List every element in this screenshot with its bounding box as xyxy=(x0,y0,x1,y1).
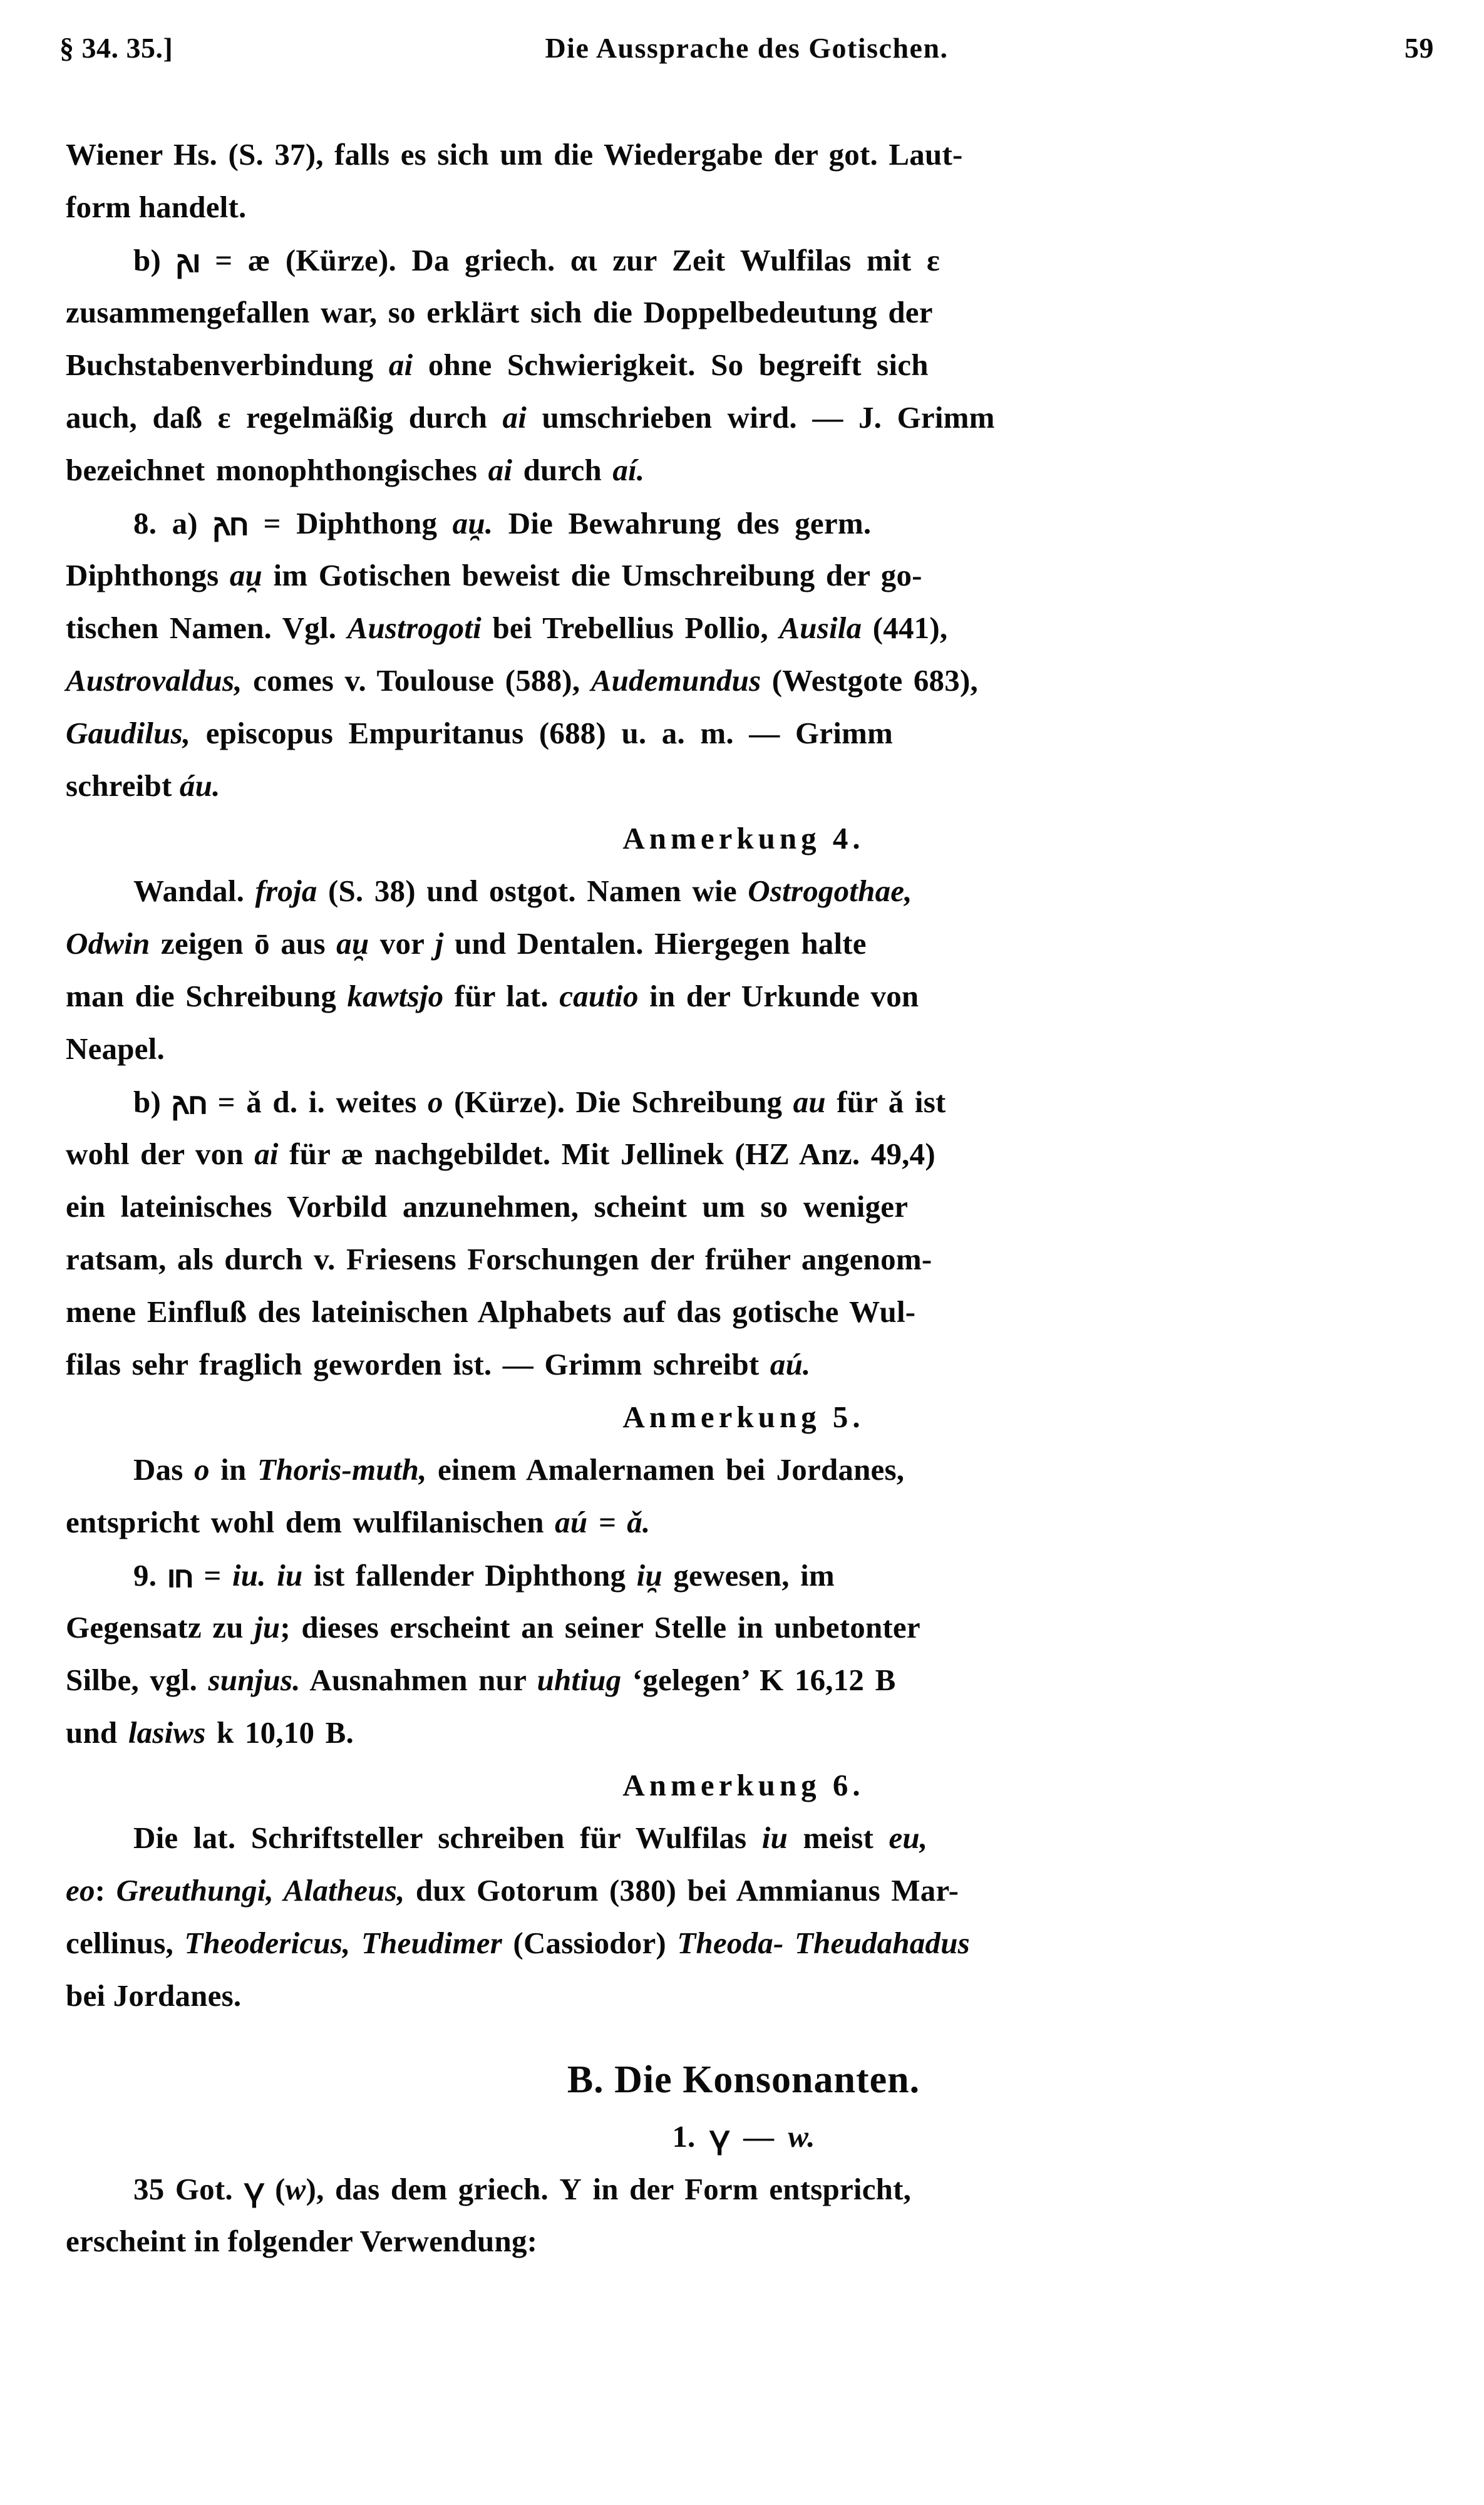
italic-term: lasiws xyxy=(128,1715,206,1750)
line-text: Gegensatz zu xyxy=(66,1610,255,1645)
italic-term: aí. xyxy=(612,453,645,487)
line-text: Neapel. xyxy=(66,1031,165,1066)
line-text: und Dentalen. Hiergegen halte xyxy=(443,926,867,961)
italic-term: Audemundus xyxy=(590,663,761,698)
line-text: und xyxy=(66,1715,128,1750)
italic-term: uhtiug xyxy=(537,1663,622,1697)
running-head xyxy=(59,31,1434,75)
spacer xyxy=(66,2022,1421,2050)
line-text: für lat. xyxy=(443,979,560,1013)
line-text: in xyxy=(209,1452,257,1487)
list-marker: b) xyxy=(133,243,177,277)
text-line xyxy=(66,1496,1421,1549)
line-text: = æ (Kürze). Da griech. αι zur Zeit Wulfilas mit ε xyxy=(199,243,940,277)
list-marker: 9. xyxy=(133,1558,168,1593)
annotation-heading-6: Anmerkung 6. xyxy=(622,1768,865,1802)
text-line xyxy=(66,865,1421,917)
line-text: ‘gelegen’ K 16,12 B xyxy=(621,1663,896,1697)
italic-term: iu xyxy=(761,1821,788,1855)
line-text: = xyxy=(192,1558,232,1593)
gothic-letter-au: 𐌰𐌿 xyxy=(172,1084,207,1122)
line-text: entspricht wohl dem wulfilanischen xyxy=(66,1505,555,1539)
text-line xyxy=(66,181,1421,234)
italic-term: Thoris-muth, xyxy=(257,1452,427,1487)
italic-term: o xyxy=(427,1085,443,1119)
italic-term: aú. xyxy=(770,1347,811,1382)
line-text: Buchstabenverbindung xyxy=(66,348,389,382)
text-line xyxy=(66,1917,1421,1970)
line-text: erscheint in folgender Verwendung: xyxy=(66,2224,538,2258)
line-text: zeigen ō aus xyxy=(150,926,337,961)
page-number: 59 xyxy=(1404,32,1434,64)
italic-term: aú = ǎ. xyxy=(555,1505,651,1539)
text-line xyxy=(66,1444,1421,1496)
line-text: Die lat. Schriftsteller schreiben für Wulfilas xyxy=(133,1821,762,1855)
text-line xyxy=(66,1654,1421,1707)
subsection-number: 1. xyxy=(672,2119,709,2154)
text-line xyxy=(66,2215,1421,2268)
text-line xyxy=(66,391,1421,444)
text-line xyxy=(66,234,1421,286)
annotation-heading-4: Anmerkung 4. xyxy=(622,821,865,855)
subsection-heading-w xyxy=(66,2110,1421,2162)
paragraph-number: 35 xyxy=(133,2172,165,2206)
line-text: bezeichnet monophthongisches xyxy=(66,453,488,487)
text-line xyxy=(66,286,1421,339)
italic-term: sunjus. xyxy=(208,1663,301,1697)
line-text: = ǎ d. i. weites xyxy=(207,1085,428,1119)
line-text: bei Jordanes. xyxy=(66,1978,242,2013)
line-text: für ǎ ist xyxy=(825,1085,946,1119)
text-line xyxy=(66,549,1421,602)
italic-term: w. xyxy=(788,2119,815,2154)
italic-term: au̯ xyxy=(229,558,262,592)
text-line xyxy=(66,1286,1421,1338)
italic-term: Greuthungi, Alatheus, xyxy=(116,1873,405,1908)
italic-term: j xyxy=(435,926,444,961)
text-line xyxy=(66,760,1421,812)
line-text: auch, daß ε regelmäßig durch xyxy=(66,400,503,435)
line-text: ratsam, als durch v. Friesens Forschungen der früher angenom- xyxy=(66,1242,932,1276)
line-text: k 10,10 B. xyxy=(205,1715,354,1750)
line-text: Das xyxy=(133,1452,195,1487)
text-line xyxy=(66,1128,1421,1180)
section-heading-konsonanten: B. Die Konsonanten. xyxy=(567,2058,920,2101)
running-head-title: Die Aussprache des Gotischen. xyxy=(545,32,949,64)
line-text: Wiener Hs. (S. 37), falls es sich um die Wiedergabe der got. Laut- xyxy=(66,137,963,172)
line-text: ( xyxy=(264,2172,286,2206)
line-text: ), das dem griech. Υ in der Form entspricht, xyxy=(306,2172,912,2206)
line-text: ist fallender Diphthong xyxy=(302,1558,637,1593)
italic-term: froja xyxy=(255,874,317,908)
line-text xyxy=(266,1558,277,1593)
line-text: wohl der von xyxy=(66,1137,255,1171)
italic-term: Ostrogothae, xyxy=(748,874,912,908)
italic-term: Gaudilus, xyxy=(66,716,191,750)
text-line xyxy=(66,1812,1421,1864)
italic-term: au̯ xyxy=(336,926,369,961)
line-text: Wandal. xyxy=(133,874,255,908)
italic-term: Theoda- Theudahadus xyxy=(677,1926,970,1960)
italic-term: o xyxy=(194,1452,210,1487)
italic-term: iu xyxy=(277,1558,303,1593)
text-line xyxy=(66,1338,1421,1391)
line-text: form handelt. xyxy=(66,190,247,224)
italic-term: eo xyxy=(66,1873,95,1908)
italic-term: Odwin xyxy=(66,926,150,961)
list-marker: 8. a) xyxy=(133,506,214,540)
text-line xyxy=(66,1233,1421,1286)
section-marker: § 34. 35.] xyxy=(59,32,173,64)
line-text: cellinus, xyxy=(66,1926,185,1960)
gothic-letter-au: 𐌰𐌿 xyxy=(213,505,249,543)
line-text: ; dieses erscheint an seiner Stelle in unbetonter xyxy=(280,1610,920,1645)
line-text: (Westgote 683), xyxy=(761,663,978,698)
line-text: durch xyxy=(512,453,613,487)
line-text: (Kürze). Die Schreibung xyxy=(443,1085,793,1119)
text-line xyxy=(66,444,1421,497)
gothic-letter-ai: 𐌰𐌹 xyxy=(176,242,200,280)
text-line xyxy=(66,707,1421,760)
gothic-letter-w: 𐍅 xyxy=(244,2171,264,2209)
italic-term: Austrogoti xyxy=(347,611,482,645)
line-text: zusammengefallen war, so erklärt sich die Doppelbedeutung der xyxy=(66,295,933,329)
gothic-letter-iu: 𐌹𐌿 xyxy=(167,1557,193,1595)
text-line xyxy=(66,917,1421,970)
text-line xyxy=(66,1970,1421,2022)
line-text: umschrieben wird. — J. Grimm xyxy=(527,400,995,435)
italic-term: Ausila xyxy=(779,611,862,645)
italic-term: ai xyxy=(254,1137,279,1171)
line-text: tischen Namen. Vgl. xyxy=(66,611,348,645)
text-line xyxy=(66,602,1421,654)
italic-term: ai xyxy=(388,348,413,382)
line-text: = Diphthong xyxy=(248,506,453,540)
italic-term: Austrovaldus, xyxy=(66,663,242,698)
text-line xyxy=(66,2162,1421,2215)
line-text: schreibt xyxy=(66,768,180,803)
line-text: einem Amalernamen bei Jordanes, xyxy=(426,1452,905,1487)
line-text: gewesen, im xyxy=(662,1558,835,1593)
line-text: : xyxy=(95,1873,116,1908)
line-text: — xyxy=(729,2119,788,2154)
line-text: ohne Schwierigkeit. So begreift sich xyxy=(413,348,929,382)
line-text: in der Urkunde von xyxy=(638,979,919,1013)
line-text: episcopus Empuritanus (688) u. a. m. — Grimm xyxy=(190,716,894,750)
line-text: Ausnahmen nur xyxy=(300,1663,537,1697)
italic-term: iu̯ xyxy=(636,1558,662,1593)
line-text: bei Trebellius Pollio, xyxy=(482,611,780,645)
italic-term: cautio xyxy=(559,979,639,1013)
italic-term: áu. xyxy=(179,768,220,803)
line-text: filas sehr fraglich geworden ist. — Grimm schreibt xyxy=(66,1347,770,1382)
line-text: im Gotischen beweist die Umschreibung der go- xyxy=(262,558,922,592)
italic-term: Theodericus, Theudimer xyxy=(184,1926,502,1960)
text-line xyxy=(66,128,1421,181)
line-text: meist xyxy=(788,1821,889,1855)
annotation-heading-5: Anmerkung 5. xyxy=(622,1400,865,1434)
line-text: Silbe, vgl. xyxy=(66,1663,209,1697)
text-line xyxy=(66,654,1421,707)
text-line xyxy=(66,497,1421,549)
text-line xyxy=(66,339,1421,391)
gothic-letter-w: 𐍅 xyxy=(709,2119,729,2156)
list-marker: b) xyxy=(133,1085,172,1119)
italic-term: kawtsjo xyxy=(347,979,444,1013)
line-text: vor xyxy=(369,926,435,961)
line-text: comes v. Toulouse (588), xyxy=(242,663,591,698)
italic-term: eu, xyxy=(889,1821,928,1855)
italic-term: ju xyxy=(254,1610,281,1645)
italic-term: au̯. xyxy=(452,506,493,540)
text-line xyxy=(66,970,1421,1023)
italic-term: iu. xyxy=(232,1558,266,1593)
line-text: Got. xyxy=(164,2172,244,2206)
text-line xyxy=(66,1023,1421,1075)
italic-term: ai xyxy=(502,400,527,435)
text-line xyxy=(66,1180,1421,1233)
italic-term: ai xyxy=(488,453,513,487)
text-line xyxy=(66,1075,1421,1128)
line-text: Die Bewahrung des germ. xyxy=(493,506,872,540)
line-text: dux Gotorum (380) bei Ammianus Mar- xyxy=(404,1873,959,1908)
text-line xyxy=(66,1864,1421,1917)
italic-term: au xyxy=(793,1085,826,1119)
line-text: (441), xyxy=(862,611,948,645)
text-line xyxy=(66,1601,1421,1654)
line-text: (Cassiodor) xyxy=(502,1926,678,1960)
text-line xyxy=(66,1549,1421,1601)
line-text: für æ nachgebildet. Mit Jellinek (HZ Anz. 49,4) xyxy=(278,1137,935,1171)
body-text-column xyxy=(66,128,1421,2268)
line-text: man die Schreibung xyxy=(66,979,348,1013)
line-text: ein lateinisches Vorbild anzunehmen, scheint um so weniger xyxy=(66,1189,909,1224)
line-text: Diphthongs xyxy=(66,558,230,592)
line-text: mene Einfluß des lateinischen Alphabets auf das gotische Wul- xyxy=(66,1294,916,1329)
text-line xyxy=(66,1707,1421,1759)
italic-term: w xyxy=(285,2172,306,2206)
line-text: (S. 38) und ostgot. Namen wie xyxy=(317,874,748,908)
